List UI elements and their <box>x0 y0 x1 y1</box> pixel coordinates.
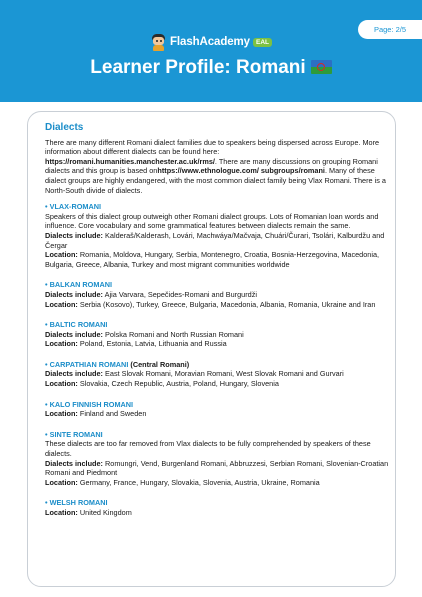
page-indicator: Page: 2/5 <box>358 20 422 39</box>
location-value: Germany, France, Hungary, Slovakia, Slovenia, Austria, Ukraine, Romania <box>77 477 320 487</box>
dialect-location <box>45 478 390 488</box>
dialect-group-title <box>45 430 390 440</box>
section-heading: Dialects <box>45 122 84 133</box>
dialect-location <box>45 508 390 518</box>
dialects-value: East Slovak Romani, Moravian Romani, West Slovak Romani and Gurvari <box>103 369 344 379</box>
dialect-group-name: • CARPATHIAN ROMANI <box>45 359 129 369</box>
dialects-value: Romungri, Vend, Burgenland Romani, Abbruzzesi, Serbian Romani, Slovenian-Croatian Romani and Piedmont <box>45 458 389 478</box>
dialect-location <box>45 379 390 389</box>
location-value: Finland and Sweden <box>77 409 147 419</box>
dialects-include <box>45 459 390 478</box>
dialect-group-title <box>45 400 390 410</box>
dialects-value: Ajia Varvara, Sepečides-Romani and Burgurdži <box>103 289 257 299</box>
dialect-location <box>45 250 390 269</box>
dialect-group-title <box>45 320 390 330</box>
dialect-group-title <box>45 202 390 212</box>
dialect-group-name: • BALKAN ROMANI <box>45 280 113 290</box>
dialect-group <box>45 280 390 309</box>
dialect-group-description: These dialects are too far removed from Vlax dialects to be fully comprehended by speakers of these dialects. <box>45 439 371 459</box>
dialects-value: Kalderaš/Kalderash, Lovári, Machwáya/Mačvaja, Chuári/Čurari, Tsolári, Kalburdžu and Čergar <box>45 230 385 250</box>
intro-paragraph <box>45 138 390 196</box>
dialect-location <box>45 300 390 310</box>
dialect-group-name: • VLAX-ROMANI <box>45 202 102 212</box>
dialects-section <box>45 123 390 518</box>
dialects-label: Dialects include: <box>45 329 103 339</box>
intro-link-1[interactable]: https://romani.humanities.manchester.ac.uk/rms/ <box>45 156 215 166</box>
dialects-label: Dialects include: <box>45 369 103 379</box>
intro-text-2: . There are many discussions on grouping Romani dialects and this group is based on <box>45 156 378 176</box>
header-banner <box>0 0 422 102</box>
dialect-group-name: • SINTE ROMANI <box>45 429 103 439</box>
dialect-group-name: • BALTIC ROMANI <box>45 320 108 330</box>
brand-badge: EAL <box>253 38 272 47</box>
location-label: Location: <box>45 339 78 349</box>
location-value: Poland, Estonia, Latvia, Lithuania and Russia <box>77 339 227 349</box>
dialects-include <box>45 290 390 300</box>
intro-link-2[interactable]: https://www.ethnologue.com/ subgroups/romani <box>157 166 325 176</box>
dialect-group-name: • WELSH ROMANI <box>45 498 108 508</box>
dialects-value: Polska Romani and North Russian Romani <box>103 329 244 339</box>
location-label: Location: <box>45 477 78 487</box>
dialects-include <box>45 330 390 340</box>
location-value: Romania, Moldova, Hungary, Serbia, Montenegro, Croatia, Bosnia-Herzegovina, Macedonia, Bulgaria, Greece, Albania, Turkey and most migrant communities worldwide <box>45 250 380 269</box>
dialect-list <box>45 202 390 517</box>
location-label: Location: <box>45 299 78 309</box>
location-label: Location: <box>45 379 78 389</box>
brand-name: FlashAcademy <box>170 36 250 48</box>
dialect-location <box>45 409 390 419</box>
dialect-group-title <box>45 498 390 508</box>
dialect-group <box>45 498 390 517</box>
intro-text-3: . Many of these dialect groups are highly endangered, with the most common dialect family being Vlax Romani. There is a North-South divide of dialects. <box>45 166 386 195</box>
page-title-text: Learner Profile: Romani <box>90 57 306 78</box>
location-value: Slovakia, Czech Republic, Austria, Poland, Hungary, Slovenia <box>77 379 279 389</box>
dialect-group <box>45 430 390 488</box>
dialect-group <box>45 320 390 349</box>
dialect-group-description: Speakers of this dialect group outweigh other Romani dialect groups. Lots of Romanian loan words and influence. Core vocabulary and some grammatical features between dialects remain the same. <box>45 211 379 231</box>
intro-text-1: There are many different Romani dialect families due to speakers being dispersed across Europe. More information about different dialects can be found here: <box>45 137 380 157</box>
location-value: United Kingdom <box>77 508 132 517</box>
dialects-include <box>45 369 390 379</box>
dialect-group <box>45 202 390 269</box>
location-value: Serbia (Kosovo), Turkey, Greece, Bulgaria, Macedonia, Albania, Romania, Ukraine and Iran <box>77 299 376 309</box>
dialect-group-subtitle: (Central Romani) <box>128 359 190 369</box>
dialects-label: Dialects include: <box>45 230 103 240</box>
dialects-include <box>45 231 390 250</box>
dialects-label: Dialects include: <box>45 458 103 468</box>
page-title <box>0 57 422 79</box>
romani-flag-icon <box>311 60 332 74</box>
dialect-group <box>45 360 390 389</box>
location-label: Location: <box>45 250 78 260</box>
dialect-group-title <box>45 280 390 290</box>
brand-logo <box>151 33 272 51</box>
location-label: Location: <box>45 508 78 517</box>
dialect-location <box>45 339 390 349</box>
mascot-icon <box>151 34 166 51</box>
dialect-group <box>45 400 390 419</box>
location-label: Location: <box>45 409 78 419</box>
dialect-group-name: • KALO FINNISH ROMANI <box>45 399 134 409</box>
dialects-label: Dialects include: <box>45 289 103 299</box>
dialect-group-title <box>45 360 390 370</box>
